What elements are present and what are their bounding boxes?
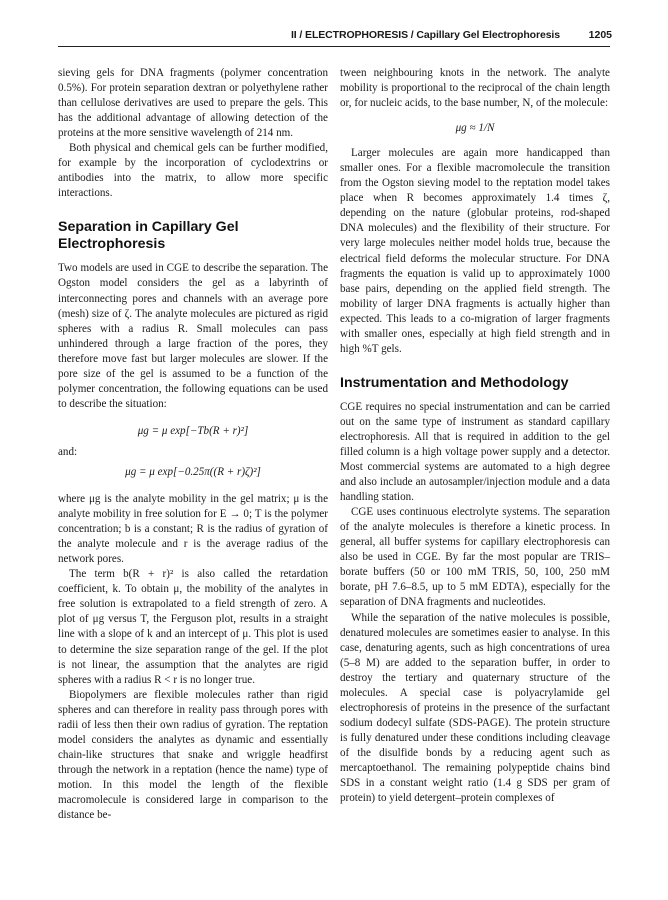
header-rule xyxy=(58,46,610,47)
running-header xyxy=(0,29,668,45)
paragraph: CGE uses continuous electrolyte systems. The separation of the analyte molecules is therefore a kinetic process. In general, all buffer systems for capillary electrophoresis can also be used in CGE. By far the most popular are TRIS–borate buffers (50 or 100 mM TRIS, 50, 100, 250 mM borate, pH 7.6–8.5, up to 5 mM EDTA), especially for the separation of DNA fragments and nucleotides. xyxy=(340,506,610,609)
equation-label: and: xyxy=(58,445,78,458)
equation: μg = μ exp[−Tb(R + r)²] xyxy=(137,424,249,437)
paragraph: Two models are used in CGE to describe the separation. The Ogston model considers the gel as a labyrinth of interconnecting pores and channels with an average pore (mesh) size of ζ. The analyte molecules are pictured as rigid spheres with a radius R. Small molecules can pass unhindered through a large fraction of the pores, they therefore move fast but larger molecules are slower. If the pore size of the gel is assumed to be a function of the polymer concentration, the following equations can be used to describe the situation: xyxy=(58,262,328,410)
section-heading: Separation in Capillary Gel Electrophoresis xyxy=(58,219,239,253)
paragraph: where μg is the analyte mobility in the gel matrix; μ is the analyte mobility in free solution for E → 0; T is the polymer concentration; b is a constant; R is the radius of gyration of the analyte molecule and r is the average radius of the network pores. xyxy=(58,493,328,566)
right-column xyxy=(340,66,610,806)
paragraph: Biopolymers are flexible molecules rather than rigid spheres and can therefore in reality pass through pores with radii of less then their own radius of gyration. The reptation model considers the analytes as dynamic and essentially chain-like structures that snake and wriggle headfirst through the network in a reptation (hence the name) type of motion. In this model the length of the flexible macromolecule is considered large in comparison to the distance be- xyxy=(58,688,328,822)
paragraph: tween neighbouring knots in the network. The analyte mobility is proportional to the reciprocal of the chain length or, for nucleic acids, to the base number, N, of the molecule: xyxy=(340,67,610,110)
paragraph: While the separation of the native molecules is possible, denatured molecules are sometimes easier to analyse. In this case, denaturing agents, such as high concentrations of urea (5–8 M) are added to the separation buffer, in order to destroy the tertiary and quaternary structure of the molecules. A special case is polyacrylamide gel electrophoresis of proteins in the presence of the surfactant sodium dodecyl sulfate (SDS-PAGE). The protein structure is fully denatured under these conditions including cleavage of the disulfide bonds by a reducing agent such as mercaptoethanol. The remaining polypeptide chains bind SDS in a constant weight ratio (1.4 g SDS per gram of protein) to yield detergent–protein complexes of xyxy=(340,611,610,805)
page-number: 1205 xyxy=(588,29,612,41)
running-title: II / ELECTROPHORESIS / Capillary Gel Electrophoresis xyxy=(290,29,560,41)
equation: μg ≈ 1/N xyxy=(455,122,495,135)
paragraph: The term b(R + r)² is also called the retardation coefficient, k. To obtain μ, the mobility of the analytes in free solution is extrapolated to a field strength of zero. A plot of μg versus T, the Ferguson plot, results in a straight line with a slope of k and an intercept of μ. This plot is used to determine the size separation range of the gel. If the plot is not linear, the assumption that the analytes are rigid spheres with a radius R < r is no longer true. xyxy=(58,568,328,686)
equation: μg = μ exp[−0.25π((R + r)ζ)²] xyxy=(125,465,261,478)
paragraph: Larger molecules are again more handicapped than smaller ones. For a flexible macromolecule the transition from the Ogston sieving model to the reptation model takes place when R becomes approximately 1.4 times ζ, depending on the nature (globular proteins, rod-shaped DNA molecules) and the flexibility of their structure. For very large molecules neither model holds true, because the electrical field deforms the molecular structure. For DNA fragments the equation is valid up to approximately 1000 base pairs, depending on the applied field strength. The mobility of larger DNA fragments is actually higher than expected. This leads to a co-migration of larger fragments with smaller ones, especially at high field strength and in high %T gels. xyxy=(340,147,610,355)
section-heading: Instrumentation and Methodology xyxy=(340,374,569,391)
paragraph: sieving gels for DNA fragments (polymer concentration 0.5%). For protein separation dextran or polyethylene rather than cellulose derivatives are used to prepare the gels. This has the additional advantage of allowing detection of the proteins at the more sensitive wavelength of 214 nm. xyxy=(58,67,328,140)
paragraph: CGE requires no special instrumentation and can be carried out on the same type of instrument as standard capillary electrophoresis. All that is required in addition to the gel filled column is a high voltage power supply and a detector. Most commercial systems are automated to a high degree and also include an autosampler/injection module and a data handling station. xyxy=(340,400,610,504)
paragraph: Both physical and chemical gels can be further modified, for example by the incorporation of cyclodextrins or antibodies into the matrix, to allow more specific interactions. xyxy=(58,142,328,200)
left-column xyxy=(58,66,328,823)
